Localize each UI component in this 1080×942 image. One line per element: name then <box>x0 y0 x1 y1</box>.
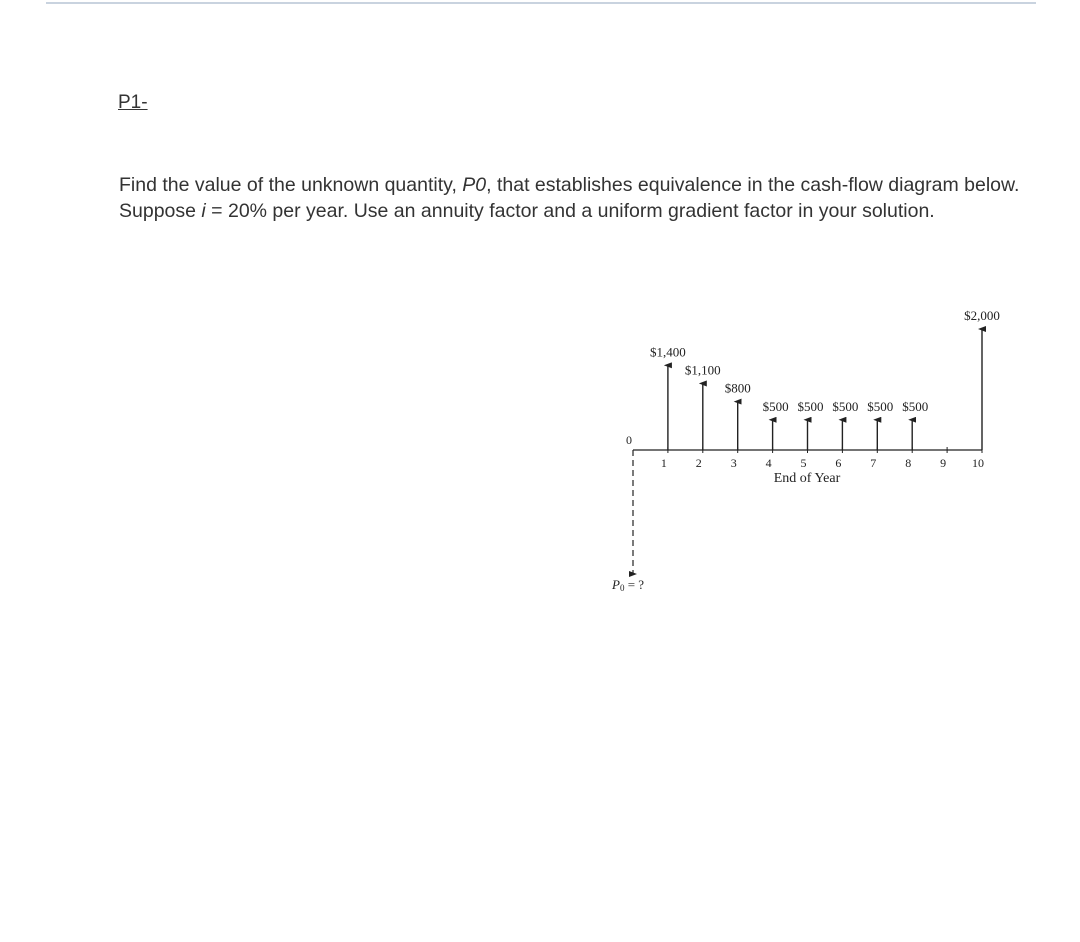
tick-label: 7 <box>870 456 877 470</box>
cash-flow-label: $800 <box>724 380 751 396</box>
tick-label: 5 <box>800 456 807 470</box>
x-axis-label: End of Year <box>773 471 841 486</box>
problem-text-part-2: , that establishes equivalence in the cash-flow diagram below. Suppose <box>119 174 1020 222</box>
unknown-sub: 0 <box>619 583 625 593</box>
problem-statement <box>119 172 1039 224</box>
cash-flow-label: $500 <box>867 398 894 414</box>
unknown-rest: = ? <box>624 577 645 592</box>
cash-flow-label: $500 <box>832 398 859 414</box>
tick-label: 1 <box>660 456 667 470</box>
p0-variable: P0 <box>462 174 487 196</box>
cash-flow-label: $1,100 <box>684 362 721 378</box>
top-divider <box>46 2 1036 4</box>
cash-flow-label: $500 <box>762 398 789 414</box>
unknown-label <box>611 577 644 593</box>
cash-flow-label: $2,000 <box>964 308 1000 323</box>
problem-id: P1- <box>118 92 148 113</box>
cash-flow-label: $500 <box>902 398 929 414</box>
tick-label: 10 <box>972 456 984 470</box>
cash-flow-diagram <box>600 300 1020 600</box>
tick-label: 2 <box>695 456 702 470</box>
unknown-var: P <box>612 577 620 592</box>
cash-flow-label: $500 <box>797 398 824 414</box>
tick-label: 9 <box>940 456 947 470</box>
cash-flow-arrows <box>650 308 1000 450</box>
interest-variable: i <box>201 200 206 222</box>
problem-text-part-1: Find the value of the unknown quantity, <box>119 174 463 196</box>
cash-flow-label: $1,400 <box>650 344 686 360</box>
tick-label: 6 <box>835 456 842 470</box>
tick-label: 8 <box>905 456 912 470</box>
tick-label: 4 <box>765 456 772 470</box>
problem-text-part-3: = 20% per year. Use an annuity factor and a uniform gradient factor in your solution. <box>205 200 935 222</box>
origin-label: 0 <box>626 433 632 447</box>
tick-label: 3 <box>730 456 737 470</box>
